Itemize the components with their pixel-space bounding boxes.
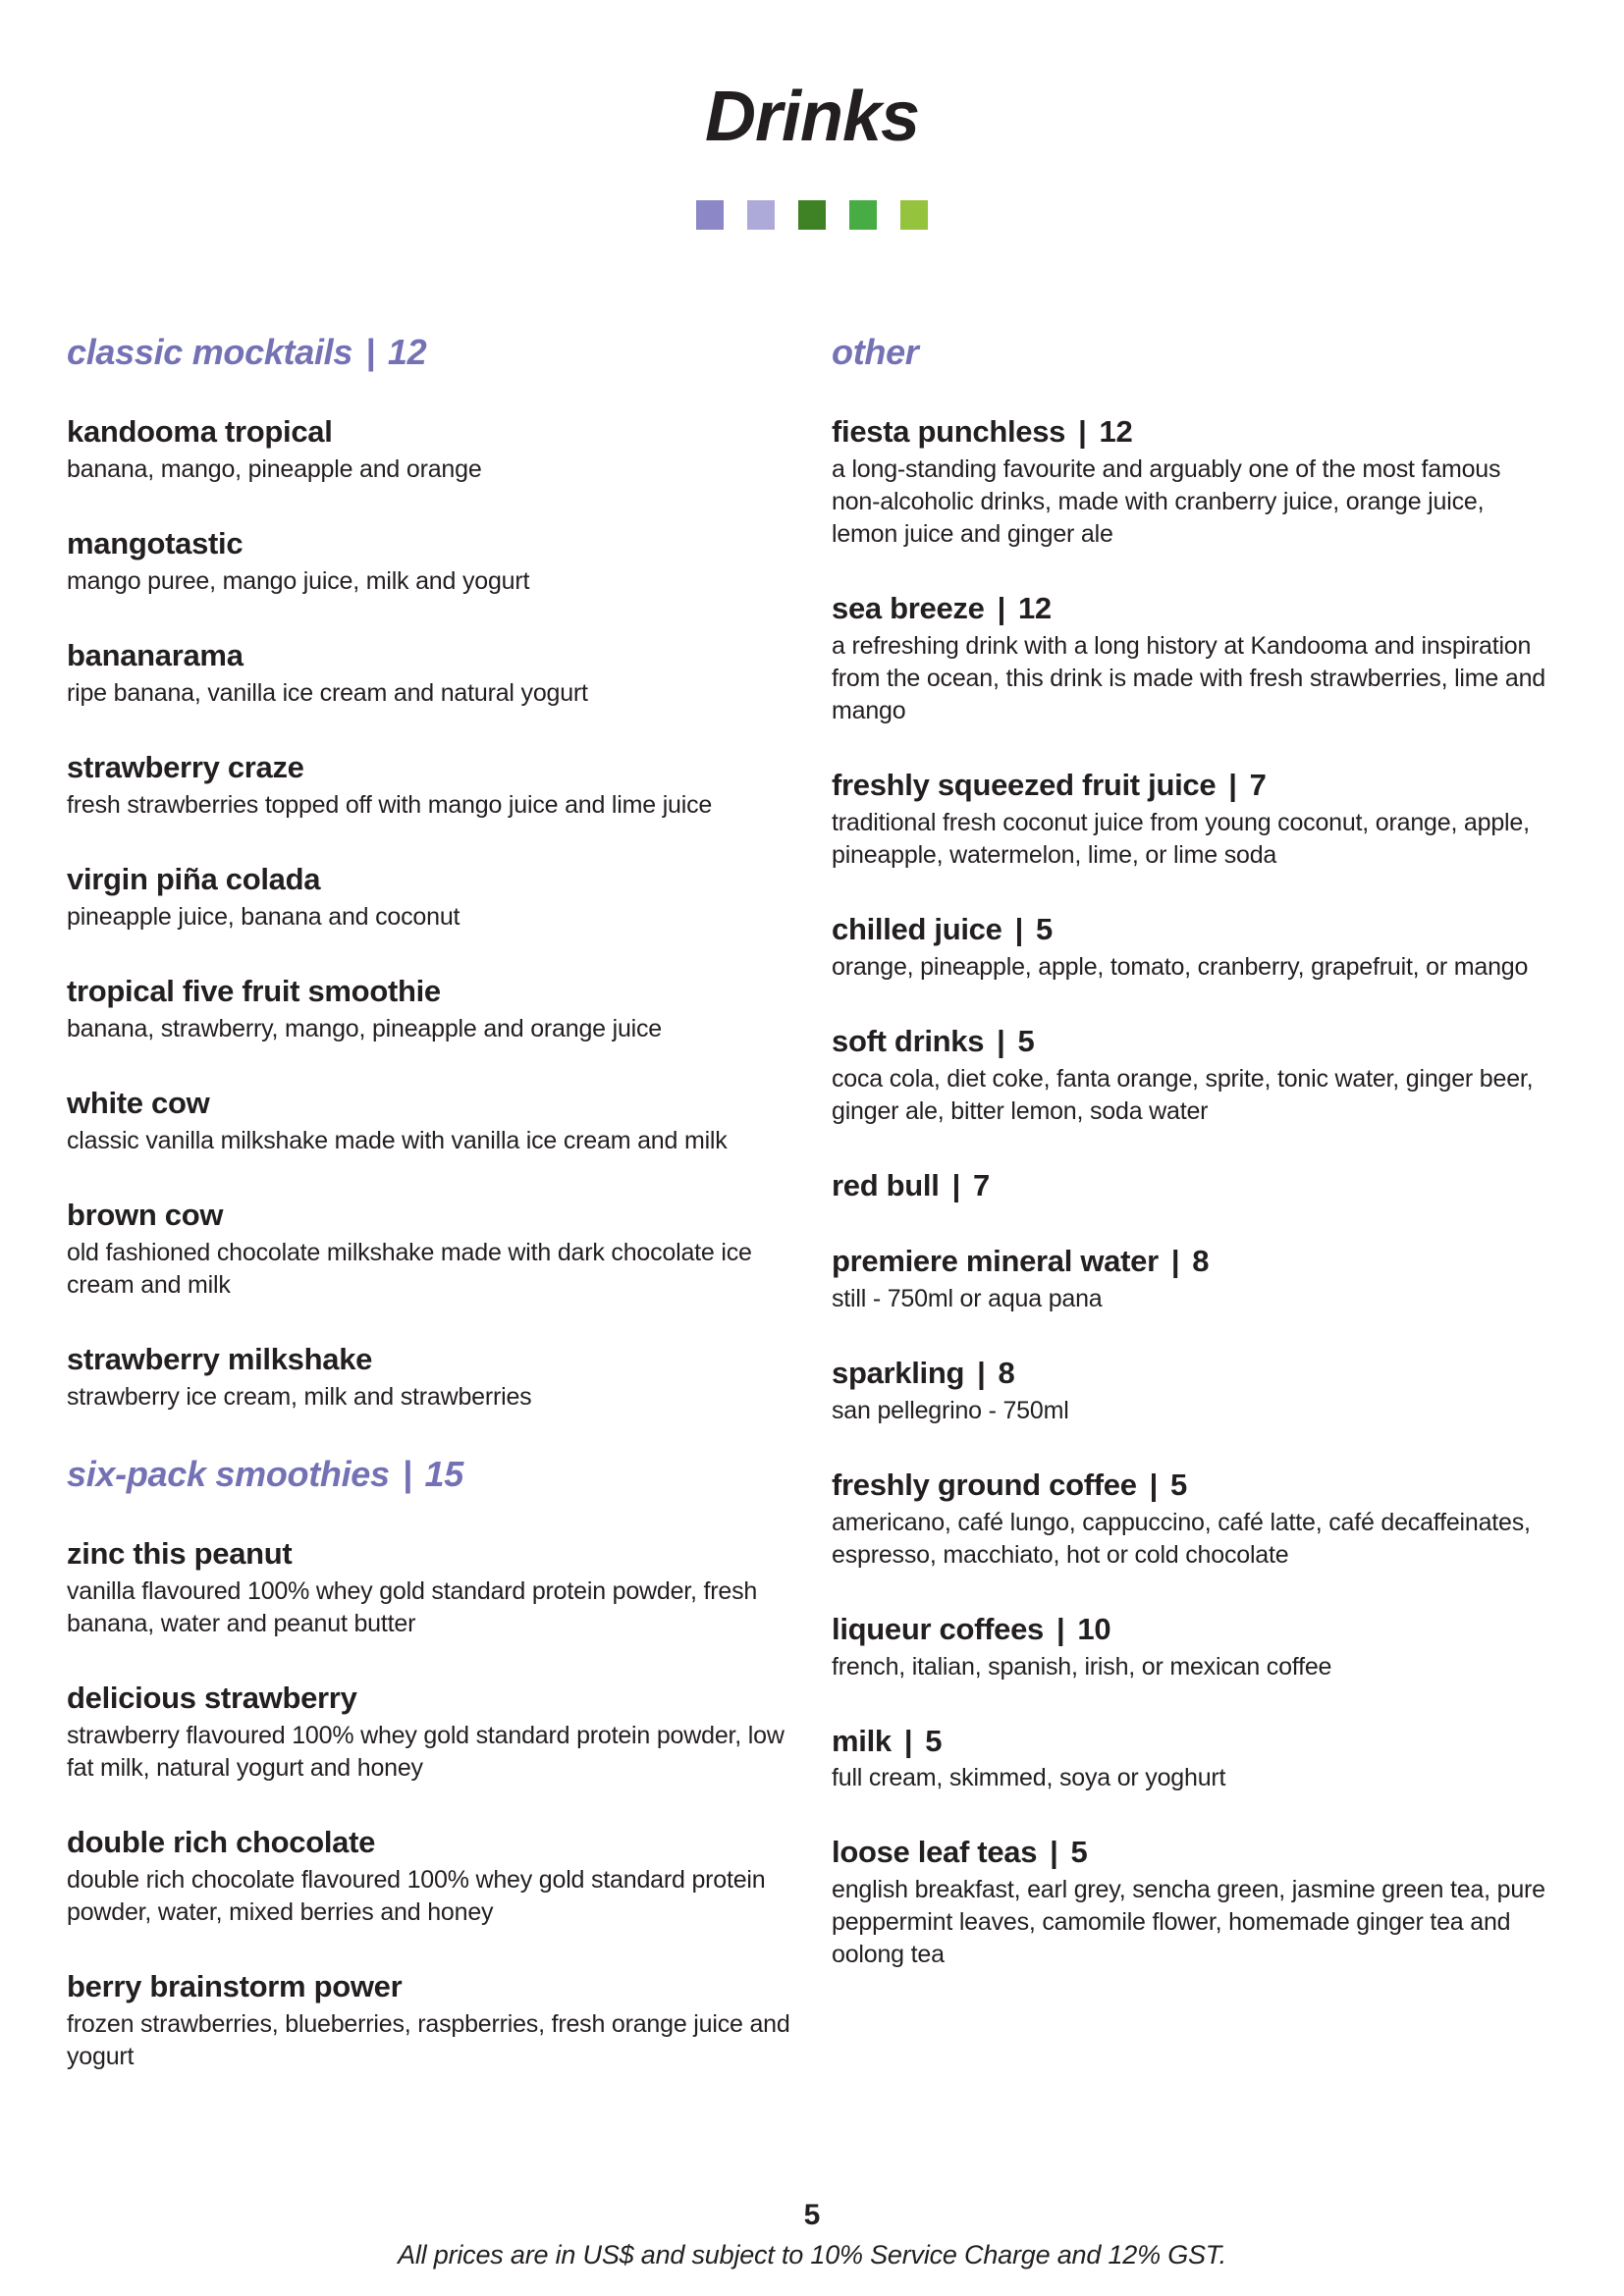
item-description: coca cola, diet coke, fanta orange, sprite, tonic water, ginger beer, ginger ale, bitter lemon, soda water	[832, 1064, 1534, 1125]
item-description: traditional fresh coconut juice from young coconut, orange, apple, pineapple, watermelon, lime, or lime soda	[832, 808, 1530, 869]
page-number: 5	[803, 2199, 821, 2231]
item-name: kandooma tropical	[67, 413, 333, 449]
item-description: banana, mango, pineapple and orange	[67, 454, 482, 483]
item-price: 12	[1017, 590, 1052, 625]
item-name-text: chilled juice	[832, 911, 1002, 946]
menu-columns	[0, 332, 1624, 2113]
price-divider: |	[903, 1723, 913, 1758]
menu-item	[832, 1356, 1555, 1427]
item-name: virgin piña colada	[67, 861, 321, 896]
menu-item	[832, 591, 1555, 727]
price-divider: |	[997, 1023, 1005, 1058]
item-description: americano, café lungo, cappuccino, café latte, café decaffeinates, espresso, macchiato, hot or cold chocolate	[832, 1508, 1531, 1569]
accent-square	[747, 200, 775, 230]
page-footer	[0, 2199, 1624, 2270]
price-divider: |	[1078, 413, 1087, 449]
item-name: tropical five fruit smoothie	[67, 973, 441, 1008]
menu-item	[67, 526, 813, 598]
item-name-text: premiere mineral water	[832, 1243, 1159, 1278]
menu-item	[67, 638, 813, 710]
item-price: 10	[1077, 1611, 1111, 1646]
accent-square	[696, 200, 724, 230]
menu-item	[67, 750, 813, 822]
item-name: strawberry milkshake	[67, 1341, 373, 1376]
price-divider: |	[951, 1167, 960, 1202]
item-description: frozen strawberries, blueberries, raspberries, fresh orange juice and yogurt	[67, 2009, 790, 2070]
right-column	[832, 332, 1555, 2113]
item-description: mango puree, mango juice, milk and yogurt	[67, 566, 530, 595]
item-price: 8	[1192, 1243, 1210, 1278]
accent-square	[900, 200, 928, 230]
item-description: a long-standing favourite and arguably one of the most famous non-alcoholic drinks, made with cranberry juice, orange juice, lemon juice and ginger ale	[832, 454, 1501, 548]
section-title	[67, 1454, 813, 1494]
item-name	[832, 591, 1555, 626]
item-description: still - 750ml or aqua pana	[832, 1284, 1103, 1312]
item-name: bananarama	[67, 637, 244, 672]
item-price: 5	[1170, 1467, 1187, 1502]
item-description: a refreshing drink with a long history at Kandooma and inspiration from the ocean, this drink is made with fresh strawberries, lime and mango	[832, 631, 1545, 724]
item-name-text: sea breeze	[832, 590, 985, 625]
menu-item	[67, 1086, 813, 1157]
item-name-text: freshly squeezed fruit juice	[832, 767, 1217, 802]
accent-squares	[0, 200, 1624, 230]
item-name: double rich chocolate	[67, 1824, 376, 1859]
item-description: pineapple juice, banana and coconut	[67, 902, 460, 931]
price-divider: |	[1170, 1243, 1180, 1278]
item-name-text: milk	[832, 1723, 892, 1758]
price-divider: |	[365, 331, 375, 372]
price-divider: |	[1149, 1467, 1159, 1502]
accent-square	[849, 200, 877, 230]
menu-item	[832, 912, 1555, 984]
item-description: san pellegrino - 750ml	[832, 1396, 1069, 1424]
item-name: berry brainstorm power	[67, 1968, 403, 2003]
price-divider: |	[1014, 911, 1023, 946]
item-name	[832, 768, 1555, 803]
menu-item	[67, 1536, 813, 1640]
item-description: vanilla flavoured 100% whey gold standard protein powder, fresh banana, water and peanut butter	[67, 1576, 758, 1637]
item-description: strawberry flavoured 100% whey gold standard protein powder, low fat milk, natural yogurt and honey	[67, 1721, 785, 1782]
item-price: 8	[998, 1355, 1015, 1390]
section-title	[67, 332, 813, 372]
item-description: banana, strawberry, mango, pineapple and orange juice	[67, 1014, 663, 1042]
menu-item	[832, 1612, 1555, 1683]
menu-item	[67, 1198, 813, 1302]
page-header	[0, 0, 1624, 230]
item-price: 5	[925, 1723, 943, 1758]
item-price: 7	[972, 1167, 990, 1202]
price-divider: |	[1050, 1835, 1058, 1870]
item-name-text: red bull	[832, 1167, 940, 1202]
item-name-text: liqueur coffees	[832, 1611, 1044, 1646]
menu-item	[67, 414, 813, 486]
item-description: full cream, skimmed, soya or yoghurt	[832, 1764, 1226, 1792]
item-price: 5	[1070, 1835, 1088, 1870]
menu-item	[67, 974, 813, 1045]
item-price: 5	[1017, 1023, 1035, 1058]
accent-square	[798, 200, 826, 230]
menu-item	[832, 1468, 1555, 1572]
menu-item	[832, 1244, 1555, 1315]
price-divider: |	[977, 1355, 986, 1390]
item-name	[832, 1468, 1555, 1503]
item-name	[832, 414, 1555, 450]
item-name: brown cow	[67, 1197, 224, 1232]
item-name	[832, 1024, 1555, 1059]
left-column	[67, 332, 832, 2113]
item-price: 5	[1035, 911, 1053, 946]
item-name: white cow	[67, 1085, 210, 1120]
item-name	[832, 1168, 1555, 1203]
menu-item	[67, 1342, 813, 1414]
item-description: double rich chocolate flavoured 100% whey gold standard protein powder, water, mixed berries and honey	[67, 1865, 766, 1926]
price-divider: |	[1228, 767, 1237, 802]
item-name-text: loose leaf teas	[832, 1835, 1038, 1870]
section-six-pack-smoothies	[67, 1454, 813, 2073]
item-name	[832, 1612, 1555, 1647]
item-description: classic vanilla milkshake made with vanilla ice cream and milk	[67, 1126, 728, 1154]
section-title-text: six-pack smoothies	[67, 1453, 390, 1494]
item-description: ripe banana, vanilla ice cream and natural yogurt	[67, 678, 588, 707]
menu-item	[832, 1024, 1555, 1128]
menu-item	[832, 414, 1555, 551]
footer-note: All prices are in US$ and subject to 10% Service Charge and 12% GST.	[398, 2240, 1226, 2269]
section-price: 12	[387, 331, 427, 372]
menu-item	[832, 768, 1555, 872]
section-classic-mocktails	[67, 332, 813, 1414]
section-title-text: classic mocktails	[67, 331, 353, 372]
menu-item	[832, 1724, 1555, 1795]
menu-item	[67, 1681, 813, 1785]
item-name	[832, 1244, 1555, 1279]
item-name-text: soft drinks	[832, 1023, 985, 1058]
item-name	[832, 1835, 1555, 1870]
menu-item	[67, 1969, 813, 2073]
price-divider: |	[997, 590, 1005, 625]
item-name: zinc this peanut	[67, 1535, 293, 1571]
menu-item	[832, 1835, 1555, 1971]
item-description: strawberry ice cream, milk and strawberries	[67, 1382, 532, 1411]
menu-item	[67, 862, 813, 934]
item-name	[832, 1724, 1555, 1759]
item-name	[832, 1356, 1555, 1391]
item-price: 12	[1099, 413, 1133, 449]
item-description: french, italian, spanish, irish, or mexican coffee	[832, 1652, 1332, 1681]
item-price: 7	[1249, 767, 1267, 802]
item-name-text: freshly ground coffee	[832, 1467, 1137, 1502]
section-price: 15	[424, 1453, 463, 1494]
price-divider: |	[1056, 1611, 1065, 1646]
item-name: strawberry craze	[67, 749, 304, 784]
price-divider: |	[402, 1453, 412, 1494]
item-name: mangotastic	[67, 525, 244, 561]
item-description: old fashioned chocolate milkshake made with dark chocolate ice cream and milk	[67, 1238, 752, 1299]
menu-item	[67, 1825, 813, 1929]
item-description: fresh strawberries topped off with mango juice and lime juice	[67, 790, 713, 819]
item-description: orange, pineapple, apple, tomato, cranberry, grapefruit, or mango	[832, 952, 1529, 981]
section-other	[832, 332, 1555, 1972]
item-name	[832, 912, 1555, 947]
item-name-text: fiesta punchless	[832, 413, 1066, 449]
item-name-text: sparkling	[832, 1355, 965, 1390]
menu-item	[832, 1168, 1555, 1203]
item-name: delicious strawberry	[67, 1680, 357, 1715]
item-description: english breakfast, earl grey, sencha green, jasmine green tea, pure peppermint leaves, camomile flower, homemade ginger tea and oolong tea	[832, 1876, 1545, 1969]
section-title-text: other	[832, 331, 919, 372]
section-title	[832, 332, 1555, 372]
page-title: Drinks	[704, 78, 920, 156]
